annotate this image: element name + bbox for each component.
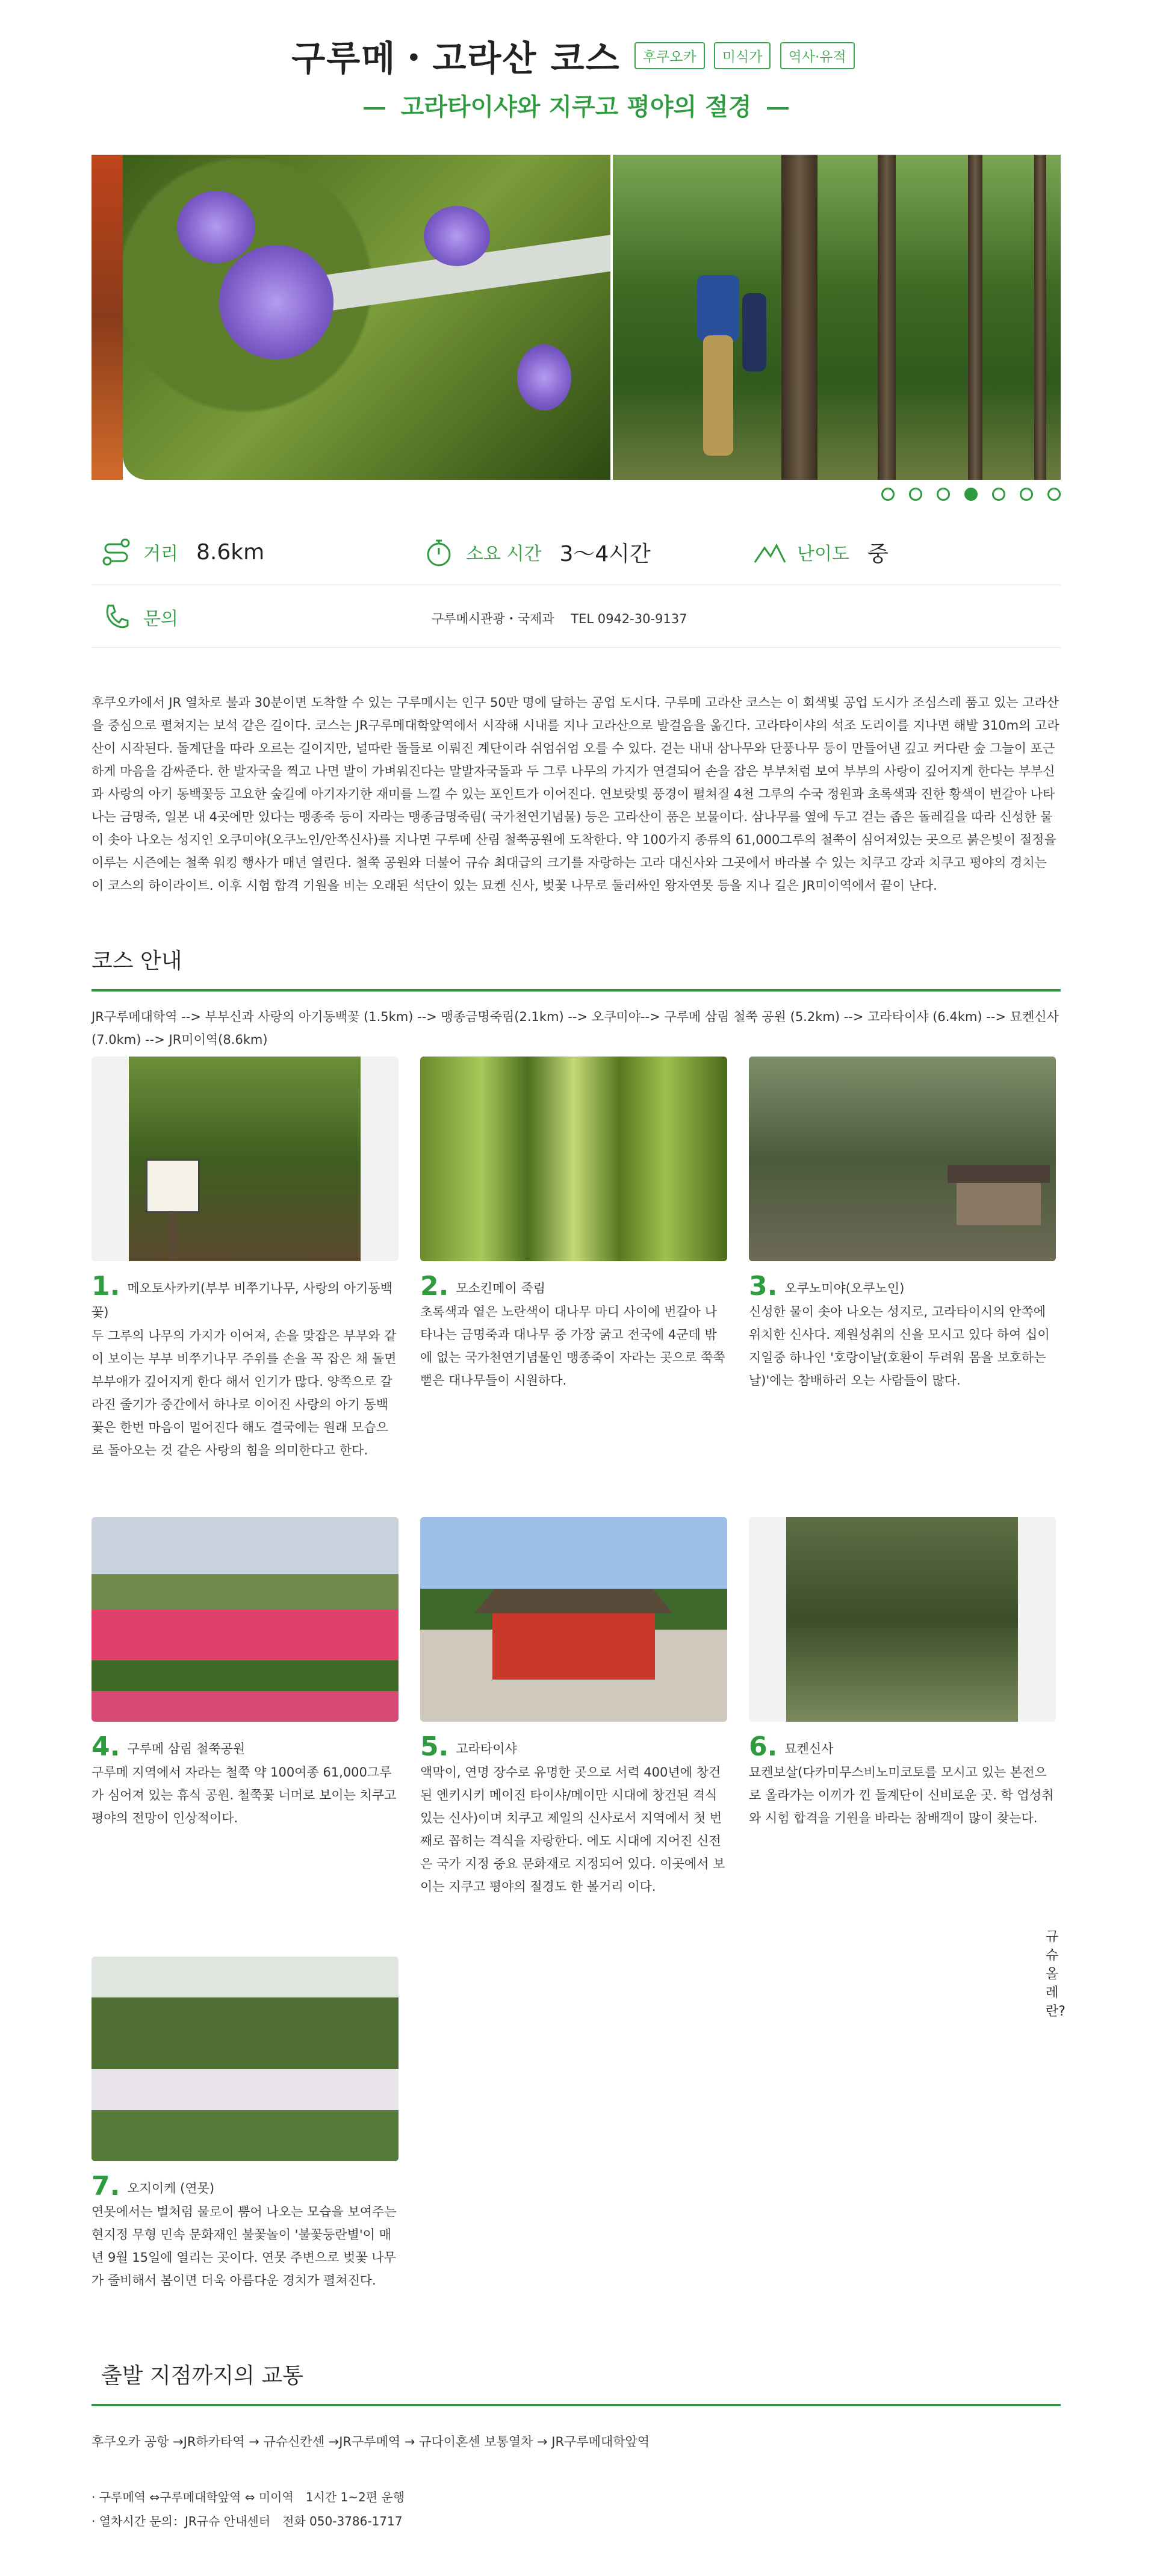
slider-dot[interactable] xyxy=(1020,488,1033,501)
hiker-legs xyxy=(703,335,733,456)
spot-description: 액막이, 연명 장수로 유명한 곳으로 서력 400년에 창건된 엔키시키 메이진 타이샤/메이만 시대에 창건된 격식 있는 신사)이며 치쿠고 제일의 신사로서 지역에서 첫 번째로 꼽히는 격식을 자랑한다. 에도 시대에 지어진 신전은 국가 지정 중요 문화재로 지정되어 있다. 이곳에서 보이는 지쿠고 평야의 절경도 한 볼거리 이다. xyxy=(420,1765,725,1894)
spot-card xyxy=(749,1057,1056,1392)
transport-notes xyxy=(92,2485,1061,2533)
spot-number: 6. xyxy=(749,1731,778,1762)
photo-slider[interactable] xyxy=(92,155,1061,480)
spot-heading xyxy=(92,1731,399,1762)
contact-info xyxy=(100,601,196,633)
phone-icon xyxy=(100,601,132,633)
spot-description: 신성한 물이 솟아 나오는 성지로, 고라타이시의 안쪽에 위치한 신사다. 제원성취의 신을 모시고 있다 하여 십이지일중 하나인 '호랑이날(호환이 두려워 몸을 보호하는 날)'에는 참배하러 오는 사람들이 많다. xyxy=(749,1305,1050,1388)
spot-photo-oji-pond xyxy=(92,1957,399,2161)
hydrangea-flower xyxy=(219,245,333,359)
spot-name: 묘켄신사 xyxy=(784,1742,834,1756)
spot-photo-bamboo-grove xyxy=(420,1057,727,1261)
spot-number: 3. xyxy=(749,1271,778,1302)
spot-name: 고라타이샤 xyxy=(456,1742,517,1756)
spot-card xyxy=(92,1957,399,2292)
spot-number: 2. xyxy=(420,1271,449,1302)
intro-paragraph: 후쿠오카에서 JR 열차로 불과 30분이면 도착할 수 있는 구루메시는 인구 50만 명에 달하는 공업 도시다. 구루메 고라산 코스는 이 회색빛 공업 도시가 조심스레 품고 있는 고라산을 중심으로 펼쳐지는 보석 같은 길이다. 코스는 JR구루메대학앞역에서 시작해 시내를 지나 고라산으로 발걸음을 옮긴다. 고라타이샤의 석조 도리이를 지나면 해발 310m의 고라산이 시작된다. 돌계단을 따라 오르는 길이지만, 널따란 돌들로 이뤄진 계단이라 쉬엄쉬엄 오를 수 있다. 걷는 내내 삼나무와 단풍나무 등이 만들어낸 깊고 커다란 숲 그늘이 포근하게 마음을 감싸준다. 한 발자국을 찍고 나면 발이 가벼워진다는 말발자국돌과 두 그루 나무의 가지가 연결되어 손을 잡은 부부처럼 보여 부부의 사랑이 깊어지게 한다는 부부신과 사랑의 아기 동백꽃등 고요한 숲길에 아기자기한 재미를 느낄 수 있는 포인트가 이어진다. 연보랏빛 풍경이 펼쳐질 4천 그루의 수국 정원과 초록색과 진한 황색이 번갈아 나타나는 금명죽, 일본 내 4곳에만 있다는 맹종죽 등이 자라는 맹종금명죽림( 국가천연기념물) 등은 고라산이 품은 보물이다. 삼나무를 옆에 두고 걷는 좁은 돌레길을 따라 신성한 물이 솟아 나오는 성지인 오쿠미야(오쿠노인/안쪽신사)를 지나면 구루메 산림 철쭉공원에 도착한다. 약 100가지 종류의 61,000그루의 철쭉이 심어져있는 곳으로 붉은빛이 절정을 이루는 시즌에는 철쭉 워킹 행사가 매년 열린다. 철쭉 공원와 더불어 규슈 최대급의 크기를 자랑하는 고라 대신사와 그곳에서 바라볼 수 있는 치쿠고 강과 치쿠고 평야의 경치는 이 코스의 하이라이트. 이후 시험 합격 기원을 비는 오래된 석단이 있는 묘켄 신사, 벚꽃 나무로 둘러싸인 왕자연못 등을 지나 길은 JR미이역에서 끝이 난다. xyxy=(92,695,1059,893)
spot-card xyxy=(420,1057,727,1392)
spot-description: 초록색과 옅은 노란색이 대나무 마디 사이에 번갈아 나타나는 금명죽과 대나무 중 가장 굵고 전국에 4군데 밖에 없는 국가천연기념물인 맹종죽이 자라는 곳으로 쭉쭉 뻗은 대나무들이 시원하다. xyxy=(420,1305,725,1388)
photo-mossy-steps xyxy=(786,1517,1018,1722)
distance-label: 거리 xyxy=(143,544,178,565)
spot-photo-okunomiya xyxy=(749,1057,1056,1261)
spot-card xyxy=(749,1517,1056,1830)
slide-hikers-photo xyxy=(613,155,1061,480)
distance-value: 8.6km xyxy=(196,539,265,565)
subtitle-text: 고라타이샤와 지쿠고 평야의 절경 xyxy=(400,93,752,121)
tree-trunk xyxy=(878,155,896,480)
spot-heading xyxy=(420,1731,727,1762)
photo-shrine-building xyxy=(957,1183,1041,1225)
spot-description: 구루메 지역에서 자라는 철쭉 약 100여종 61,000그루가 심어져 있는 휴식 공원. 철쭉꽃 너머로 보이는 치쿠고 평야의 전망이 인상적이다. xyxy=(92,1765,397,1825)
spot-description: 묘켄보살(다카미무스비노미코토를 모시고 있는 본전으로 올라가는 이끼가 낀 돌계단이 신비로운 곳. 학 업성취와 시험 합격을 기원을 바라는 참배객이 많이 찾는다. xyxy=(749,1765,1054,1825)
hydrangea-flower xyxy=(517,344,571,411)
course-route: JR구루메대학역 --> 부부신과 사랑의 아기동백꽃 (1.5km) --> 맹종금명죽림(2.1km) --> 오쿠미야--> 구루메 삼림 철쭉 공원 (5.2km) --> 고라타이샤 (6.4km) --> 묘켄신사 (7.0km) --> JR미이역(8.6km) xyxy=(92,1010,1059,1047)
spot-heading xyxy=(92,1271,399,1324)
slider-dot[interactable] xyxy=(992,488,1005,501)
spot-name: 모소킨메이 죽림 xyxy=(456,1281,546,1296)
photo-shrine-roof xyxy=(474,1589,673,1613)
transport-route: 후쿠오카 공항 →JR하카타역 → 규슈신칸센 →JR구루메역 → 규다이혼센 보통열차 → JR구루메대학앞역 xyxy=(92,2435,650,2449)
spot-card xyxy=(92,1057,399,1462)
tag-history[interactable]: 역사·유적 xyxy=(780,42,855,69)
spot-heading xyxy=(92,2171,399,2202)
hiker xyxy=(742,293,766,371)
course-info-bar xyxy=(92,519,1061,585)
slide-hydrangea-photo xyxy=(123,155,610,480)
hiker xyxy=(697,275,739,341)
tag-fukuoka[interactable]: 후쿠오카 xyxy=(634,42,705,69)
spot-name: 메오토사카키(부부 비쭈기나무, 사랑의 아기동백꽃) xyxy=(92,1281,392,1320)
tag-list xyxy=(634,42,861,69)
spot-name: 구루메 삼림 철쭉공원 xyxy=(127,1742,246,1756)
time-info xyxy=(423,536,651,568)
spot-description: 두 그루의 나무의 가지가 이어져, 손을 맞잡은 부부와 같이 보이는 부부 비쭈기나무 주위를 손을 꼭 잡은 채 돌면 부부애가 깊어지게 한다 해서 인기가 많다. 양쪽으로 갈라진 줄기가 중간에서 하나로 이어진 사랑의 아기 동백꽃은 한번 마음이 멀어진다 해도 결국에는 원래 모습으로 돌아오는 것 같은 사랑의 힘을 의미한다고 한다. xyxy=(92,1329,397,1457)
difficulty-value: 중 xyxy=(867,541,889,566)
spot-number: 7. xyxy=(92,2171,120,2202)
contact-value[interactable]: 구루메시관광・국제과 TEL 0942-30-9137 xyxy=(432,612,687,626)
spot-description: 연못에서는 벌처럼 물로이 뿜어 나오는 모습을 보여주는 현지정 무형 민속 문화재인 불꽃놀이 '불꽃둥란별'이 매년 9월 15일에 열리는 곳이다. 연못 주변으로 벚꽃 나무가 줄비해서 봄이면 더욱 아름다운 경치가 펼쳐진다. xyxy=(92,2205,397,2288)
spot-card xyxy=(92,1517,399,1830)
slider-dot[interactable] xyxy=(1047,488,1061,501)
spot-heading xyxy=(420,1271,727,1302)
slider-dot[interactable] xyxy=(937,488,950,501)
time-value: 3〜4시간 xyxy=(559,541,651,566)
slider-dot-active[interactable] xyxy=(964,488,978,501)
page-title: 구루메・고라산 코스 xyxy=(291,38,621,79)
difficulty-info xyxy=(754,536,889,568)
kyushu-olle-link[interactable]: 규슈 올레란? xyxy=(1046,1929,1066,2019)
subtitle-dash-left xyxy=(364,107,385,110)
tag-gourmet[interactable]: 미식가 xyxy=(714,42,771,69)
tree-trunk xyxy=(968,155,982,480)
spot-heading xyxy=(749,1731,1056,1762)
mountain-icon xyxy=(754,536,786,568)
slider-dots xyxy=(867,488,1061,503)
hydrangea-flower xyxy=(177,191,255,263)
transport-note: · 열차시간 문의：JR규슈 안내센터 전화 050-3786-1717 xyxy=(92,2514,403,2528)
photo-shrine-building xyxy=(492,1613,655,1680)
transport-note: · 구루메역 ⇔구루메대학앞역 ⇔ 미이역 1시간 1~2편 운행 xyxy=(92,2490,405,2504)
slider-dot[interactable] xyxy=(909,488,922,501)
spot-heading xyxy=(749,1271,1056,1302)
photo-sign-post xyxy=(169,1212,177,1261)
spot-number: 4. xyxy=(92,1731,120,1762)
photo-signboard xyxy=(146,1159,200,1213)
spot-photo-azalea-park xyxy=(92,1517,399,1722)
spot-number: 5. xyxy=(420,1731,449,1762)
spot-photo-myoken-shrine xyxy=(749,1517,1056,1722)
spot-photo-couple-trees xyxy=(92,1057,399,1261)
hydrangea-flower xyxy=(424,206,490,266)
contact-bar xyxy=(92,585,1061,648)
tree-trunk xyxy=(781,155,817,480)
difficulty-label: 난이도 xyxy=(797,544,849,565)
time-label: 소요 시간 xyxy=(466,544,542,565)
spot-name: 오지이케 (연못) xyxy=(127,2181,215,2196)
tree-trunk xyxy=(1034,155,1046,480)
course-guide-heading: 코스 안내 xyxy=(92,944,1061,992)
photo-shrine-roof xyxy=(948,1165,1050,1183)
subtitle xyxy=(92,88,1061,122)
route-icon xyxy=(100,536,132,568)
slider-dot[interactable] xyxy=(881,488,895,501)
spot-name: 오쿠노미야(오쿠노인) xyxy=(784,1281,905,1296)
distance-info xyxy=(100,536,264,568)
title-row xyxy=(92,30,1061,81)
stopwatch-icon xyxy=(423,536,455,568)
contact-label: 문의 xyxy=(143,609,178,630)
spot-card xyxy=(420,1517,727,1898)
subtitle-dash-right xyxy=(767,107,789,110)
spot-photo-kora-taisha xyxy=(420,1517,727,1722)
transport-heading: 출발 지점까지의 교통 xyxy=(92,2359,1061,2406)
slide-prev-autumn-photo[interactable] xyxy=(92,155,123,480)
spot-number: 1. xyxy=(92,1271,120,1302)
